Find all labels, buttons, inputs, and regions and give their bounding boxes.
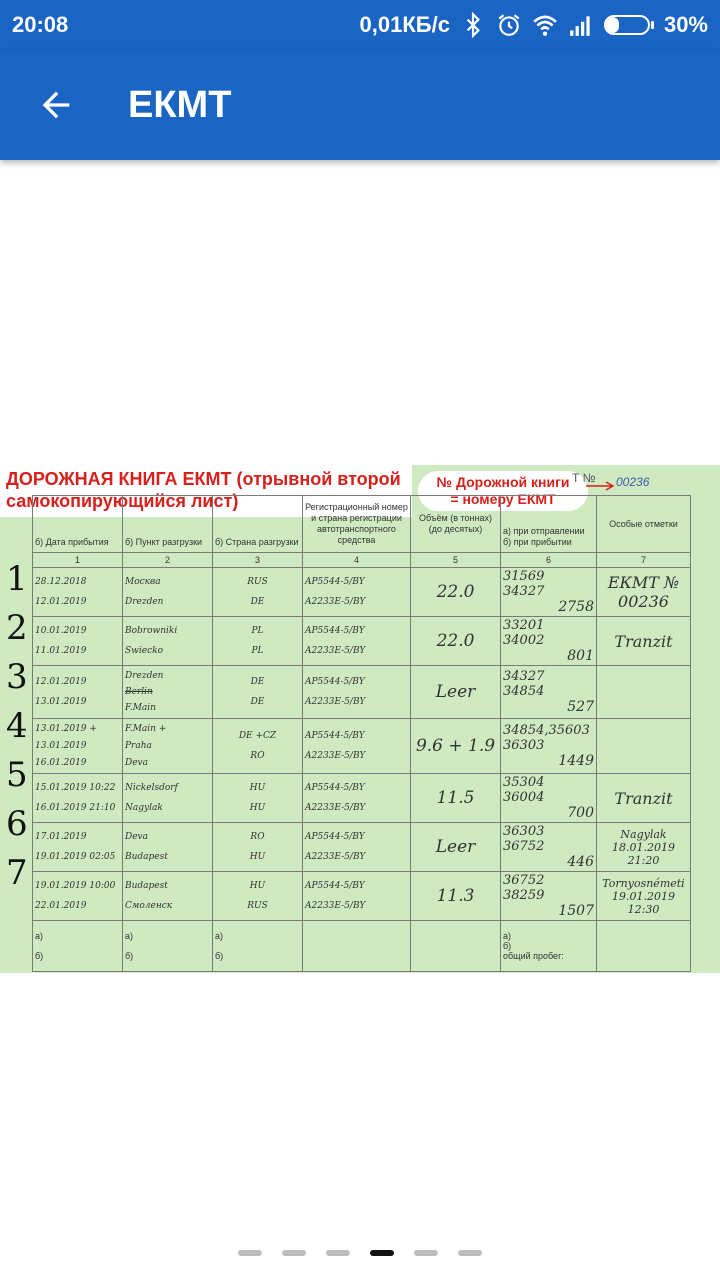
unload-point: Deva <box>125 758 148 768</box>
header-volume: Объём (в тоннах) (до десятых) <box>411 496 501 553</box>
unload-country: RUS <box>247 901 268 911</box>
extra-point: Praha <box>125 741 152 751</box>
odometer-cell <box>501 872 597 921</box>
unload-point: Swiecko <box>125 646 163 656</box>
country-cell <box>213 719 303 774</box>
trailer-registration: A2233E-5/BY <box>305 901 366 911</box>
unload-point: Nagylak <box>125 803 163 813</box>
date-cell <box>33 872 123 921</box>
date-cell <box>33 823 123 872</box>
odometer-end: 34854 <box>503 684 545 699</box>
odometer-start: 34854,35603 <box>503 723 590 738</box>
unload-point: Смоленск <box>125 901 173 911</box>
registration-cell <box>303 617 411 666</box>
empty-cell: а) б) общий пробег: <box>501 921 597 972</box>
load-point: Nickelsdorf <box>125 783 178 793</box>
registration-cell <box>303 774 411 823</box>
table-row <box>33 568 691 617</box>
wifi-icon <box>532 12 558 38</box>
page-dot[interactable] <box>458 1250 482 1256</box>
column-number: 3 <box>213 553 303 568</box>
battery-level <box>606 17 619 33</box>
table-row <box>33 774 691 823</box>
truck-registration: AP5544-5/BY <box>305 677 365 687</box>
volume-cell: 22.0 <box>411 568 501 617</box>
trailer-registration: A2233E-5/BY <box>305 852 366 862</box>
special-notes-cell: Tranzit <box>597 774 691 823</box>
column-number: 1 <box>33 553 123 568</box>
place-cell <box>123 568 213 617</box>
header-registration: Регистрационный номер и страна регистрации автотранспортного средства <box>303 496 411 553</box>
callout-line-2: = номеру ЕКМТ <box>450 491 556 507</box>
row-number: 1 <box>6 559 28 599</box>
empty-cell: а) б) <box>213 921 303 972</box>
load-point: Москва <box>125 577 161 587</box>
registration-cell <box>303 666 411 719</box>
load-point: F.Main + <box>125 724 167 734</box>
column-number: 7 <box>597 553 691 568</box>
header-special-notes: Особые отметки <box>597 496 691 553</box>
special-notes-cell: Tornyosnémeti 19.01.2019 12:30 <box>597 872 691 921</box>
registration-cell <box>303 719 411 774</box>
total-distance: 527 <box>567 699 594 715</box>
arrival-date: 13.01.2019 <box>35 697 87 707</box>
network-speed: 0,01КБ/с <box>359 12 450 37</box>
page-dot[interactable] <box>370 1250 394 1256</box>
country-cell <box>213 666 303 719</box>
arrival-date: 16.01.2019 <box>35 758 87 768</box>
load-point: Budapest <box>125 881 168 891</box>
truck-registration: AP5544-5/BY <box>305 783 365 793</box>
back-button[interactable] <box>16 65 96 145</box>
truck-registration: AP5544-5/BY <box>305 832 365 842</box>
total-distance: 2758 <box>558 599 594 615</box>
date-cell <box>33 774 123 823</box>
trailer-registration: A2233E-5/BY <box>305 803 366 813</box>
departure-date: 19.01.2019 10:00 <box>35 881 116 891</box>
special-notes-cell <box>597 719 691 774</box>
odometer-end: 36303 <box>503 738 545 753</box>
header-unload-country: б) Страна разгрузки <box>213 496 303 553</box>
table-row <box>33 617 691 666</box>
page-indicator <box>0 1250 720 1262</box>
odometer-start: 36752 <box>503 873 545 888</box>
place-cell <box>123 617 213 666</box>
place-cell <box>123 719 213 774</box>
page-title: ЕКМТ <box>128 83 232 126</box>
extra-date: 13.01.2019 <box>35 741 87 751</box>
truck-registration: AP5544-5/BY <box>305 881 365 891</box>
book-number-stamp: 00236 <box>616 475 650 489</box>
odometer-start: 33201 <box>503 618 545 633</box>
arrow-left-icon <box>36 85 76 125</box>
odometer-cell <box>501 774 597 823</box>
trailer-registration: A2233E-5/BY <box>305 751 366 761</box>
special-notes-cell: ЕКМТ № 00236 <box>597 568 691 617</box>
registration-cell <box>303 823 411 872</box>
place-cell <box>123 872 213 921</box>
load-country: DE +CZ <box>238 731 277 741</box>
odometer-end: 38259 <box>503 888 545 903</box>
unload-point: Budapest <box>125 852 168 862</box>
load-point: Bobrowniki <box>125 626 178 636</box>
header-odometer: а) при отправлении б) при прибытии <box>501 496 597 553</box>
departure-date: 17.01.2019 <box>35 832 87 842</box>
load-country: DE <box>250 677 265 687</box>
load-country: HU <box>249 783 266 793</box>
arrival-date: 22.01.2019 <box>35 901 87 911</box>
trailer-registration: A2233E-5/BY <box>305 597 366 607</box>
odometer-start: 36303 <box>503 824 545 839</box>
odometer-end: 34002 <box>503 633 545 648</box>
truck-registration: AP5544-5/BY <box>305 731 365 741</box>
date-cell <box>33 666 123 719</box>
callout-line-1: № Дорожной книги <box>436 474 570 490</box>
table-row <box>33 719 691 774</box>
arrival-date: 19.01.2019 02:05 <box>35 852 116 862</box>
column-number: 4 <box>303 553 411 568</box>
load-country: RUS <box>247 577 268 587</box>
truck-registration: AP5544-5/BY <box>305 626 365 636</box>
column-number: 2 <box>123 553 213 568</box>
country-cell <box>213 617 303 666</box>
unload-point: Drezden <box>125 597 164 607</box>
odometer-cell <box>501 568 597 617</box>
odometer-cell <box>501 823 597 872</box>
odometer-end: 34327 <box>503 584 545 599</box>
alarm-icon <box>496 12 522 38</box>
page-dot[interactable] <box>282 1250 306 1256</box>
row-number: 3 <box>6 657 28 697</box>
country-cell <box>213 568 303 617</box>
banner-line-2: самокопирующийся лист) <box>6 491 239 511</box>
table-row <box>33 872 691 921</box>
truck-registration: AP5544-5/BY <box>305 577 365 587</box>
unload-country: DE <box>250 597 265 607</box>
total-distance: 1507 <box>558 903 594 919</box>
header-unload-point: б) Пункт разгрузки <box>123 496 213 553</box>
unload-country: RO <box>250 751 265 761</box>
empty-row <box>33 921 691 972</box>
date-cell <box>33 617 123 666</box>
country-cell <box>213 823 303 872</box>
book-number-label: Т № <box>572 471 596 485</box>
total-distance: 700 <box>567 805 594 821</box>
status-bar <box>0 0 720 50</box>
departure-date: 28.12.2018 <box>35 577 87 587</box>
column-number-row <box>33 553 691 568</box>
trailer-registration: A2233E-5/BY <box>305 697 366 707</box>
empty-cell <box>411 921 501 972</box>
empty-cell <box>303 921 411 972</box>
column-number: 6 <box>501 553 597 568</box>
total-distance: 446 <box>567 854 594 870</box>
status-time: 20:08 <box>12 12 69 37</box>
odometer-start: 34327 <box>503 669 545 684</box>
departure-date: 10.01.2019 <box>35 626 87 636</box>
place-cell <box>123 774 213 823</box>
load-country: HU <box>249 881 266 891</box>
load-country: RO <box>250 832 265 842</box>
travel-book-table <box>32 495 691 972</box>
departure-date: 13.01.2019 + <box>35 724 97 734</box>
struck-point: Berlin <box>125 687 153 697</box>
place-cell <box>123 666 213 719</box>
signal-icon <box>568 12 594 38</box>
place-cell <box>123 823 213 872</box>
unload-country: HU <box>249 803 266 813</box>
unload-country: DE <box>250 697 265 707</box>
row-number: 5 <box>6 755 28 795</box>
registration-cell <box>303 568 411 617</box>
volume-cell: 11.5 <box>411 774 501 823</box>
load-point: Drezden <box>125 671 164 681</box>
row-number: 4 <box>6 706 28 746</box>
document-image[interactable] <box>0 465 720 973</box>
odometer-cell <box>501 666 597 719</box>
departure-date: 12.01.2019 <box>35 677 87 687</box>
date-cell <box>33 719 123 774</box>
row-number: 2 <box>6 608 28 648</box>
page-dot[interactable] <box>326 1250 350 1256</box>
odometer-start: 31569 <box>503 569 545 584</box>
arrival-date: 16.01.2019 21:10 <box>35 803 116 813</box>
battery-icon <box>604 15 654 35</box>
empty-cell: а) б) <box>123 921 213 972</box>
table-row <box>33 823 691 872</box>
row-number: 6 <box>6 804 28 844</box>
page-dot[interactable] <box>414 1250 438 1256</box>
battery-percent: 30% <box>663 12 708 37</box>
trailer-registration: A2233E-5/BY <box>305 646 366 656</box>
special-notes-cell: Tranzit <box>597 617 691 666</box>
volume-cell: 11.3 <box>411 872 501 921</box>
country-cell <box>213 774 303 823</box>
unload-country: PL <box>251 646 264 656</box>
odometer-end: 36004 <box>503 790 545 805</box>
date-cell <box>33 568 123 617</box>
empty-cell: а) б) <box>33 921 123 972</box>
load-country: PL <box>251 626 264 636</box>
arrival-date: 12.01.2019 <box>35 597 87 607</box>
total-distance: 801 <box>567 648 594 664</box>
odometer-end: 36752 <box>503 839 545 854</box>
arrival-date: 11.01.2019 <box>35 646 87 656</box>
bluetooth-icon <box>460 12 486 38</box>
unload-country: HU <box>249 852 266 862</box>
empty-cell <box>597 921 691 972</box>
special-notes-cell <box>597 666 691 719</box>
odometer-start: 35304 <box>503 775 545 790</box>
volume-cell: 9.6 + 1.9 <box>411 719 501 774</box>
column-number: 5 <box>411 553 501 568</box>
table-row <box>33 666 691 719</box>
banner-line-1: ДОРОЖНАЯ КНИГА ЕКМТ (отрывной второй <box>6 469 401 489</box>
total-distance: 1449 <box>558 753 594 769</box>
registration-cell <box>303 872 411 921</box>
page-dot[interactable] <box>238 1250 262 1256</box>
country-cell <box>213 872 303 921</box>
odometer-cell <box>501 719 597 774</box>
volume-cell: Leer <box>411 823 501 872</box>
row-number: 7 <box>6 853 28 893</box>
volume-cell: Leer <box>411 666 501 719</box>
app-bar <box>0 50 720 160</box>
unload-point: F.Main <box>125 703 156 713</box>
special-notes-cell: Nagylak 18.01.2019 21:20 <box>597 823 691 872</box>
load-point: Deva <box>125 832 148 842</box>
header-arrival-date: б) Дата прибытия <box>33 496 123 553</box>
volume-cell: 22.0 <box>411 617 501 666</box>
departure-date: 15.01.2019 10:22 <box>35 783 116 793</box>
odometer-cell <box>501 617 597 666</box>
table-header-row <box>33 496 691 553</box>
